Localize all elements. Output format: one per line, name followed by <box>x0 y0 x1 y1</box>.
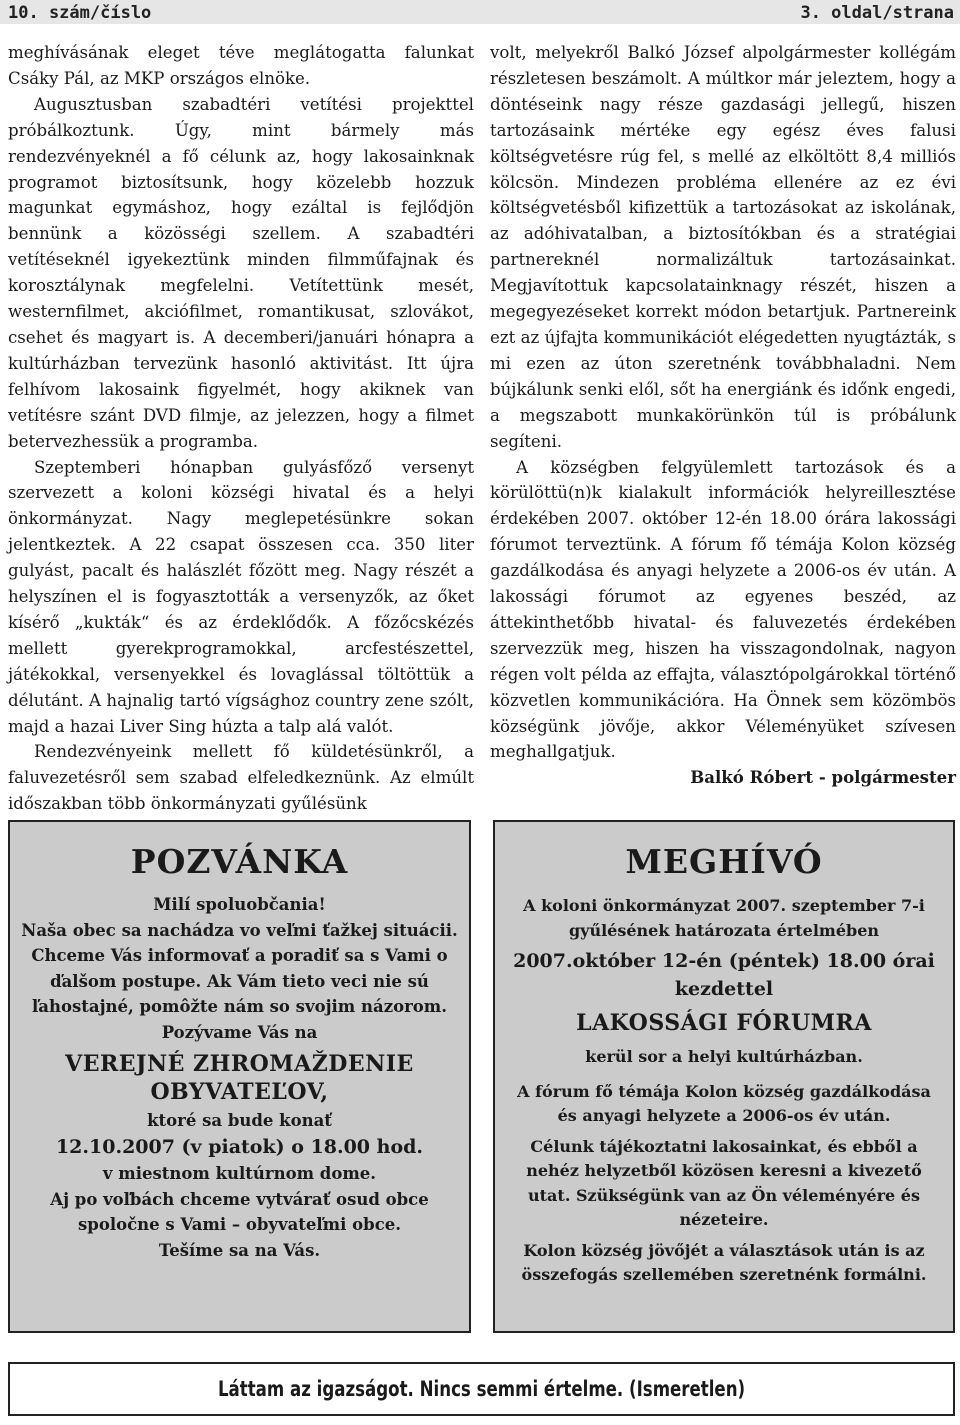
pozvanka-date: 12.10.2007 (v piatok) o 18.00 hod. <box>55 1136 424 1159</box>
pozvanka-text: ktoré sa bude konať <box>147 1110 332 1130</box>
pozvanka-text: Aj po voľbách chceme vytvárať osud obce spoločne s Vami – obyvateľmi obce. <box>50 1189 429 1235</box>
quote-banner <box>8 1362 955 1416</box>
pozvanka-text: v miestnom kultúrnom dome. <box>102 1164 377 1184</box>
paragraph: volt, melyekről Balkó József alpolgármester kollégám részletesen beszámolt. A múltkor már jeleztem, hogy a döntéseink nagy része gazdasági jellegű, hiszen tartozásaink mértéke egy egész éves falusi költségvetésre rúg fel, s mellé az elköltött 8,4 milliós kölcsön. Mindezen probléma ellenére az ez évi költségvetésből kifizettük a tartozásokat az iskolának, az adóhivatalban, a biztosítókban és a stratégiai partnereknél normalizáltuk tartozásainkat. Megjavítottuk kapcsolatainknagy részét, hiszen a megegyezéseket korrekt módon betartjuk. Partnereink ezt az újfajta kommunikációt elégedetten nyugtázták, s mi ezen az úton szeretnénk továbbhaladni. Nem bújkálunk senki elől, sőt ha energiánk és időnk engedi, a megszabott munkakörünkön túl is próbálunk segíteni. <box>490 43 956 451</box>
pozvanka-box <box>8 820 471 1333</box>
pozvanka-title: POZVÁNKA <box>130 842 349 881</box>
pozvanka-text: Naša obec sa nachádza vo veľmi ťažkej situácii. Chceme Vás informovať a poradiť sa s Vami o ďalšom postupe. Ak Vám tieto veci nie sú ľahostajné, pomôžte nám so svojim názorom. <box>21 920 458 1017</box>
meghivo-text: Célunk tájékoztatni lakosainkat, és ebből a nehéz helyzetből közösen keresni a kivezető utat. Szükségünk van az Ön véleményére és nézeteire. <box>526 1136 922 1229</box>
page-header <box>0 0 960 24</box>
meghivo-title: MEGHÍVÓ <box>625 842 823 881</box>
meghivo-text: kerül sor a helyi kultúrházban. <box>585 1047 863 1066</box>
meghivo-text: A koloni önkormányzat 2007. szeptember 7-i gyűlésének határozata értelmében <box>523 896 925 940</box>
meghivo-event: LAKOSSÁGI FÓRUMRA <box>576 1010 872 1036</box>
meghivo-box <box>493 820 955 1333</box>
paragraph: Rendezvényeink mellett fő küldetésünkről, a faluvezetésről sem szabad elfeledkeznünk. Az elmúlt időszakban több önkormányzati gyűlésünk <box>8 742 474 814</box>
signature: Balkó Róbert - polgármester <box>690 767 956 788</box>
pozvanka-greeting: Milí spoluobčania! <box>153 895 326 914</box>
issue-number: 10. szám/číslo <box>8 3 152 23</box>
meghivo-text: A fórum fő témája Kolon község gazdálkodása és anyagi helyzete a 2006-os év után. <box>517 1081 931 1125</box>
paragraph: Augusztusban szabadtéri vetítési projekttel próbálkoztunk. Úgy, mint bármely más rendezvényeknél a fő célunk az, hogy lakosainknak programot biztosítsunk, hogy közelebb hozzuk magunkat egymáshoz, hogy ezáltal is fejlődjön bennünk a közösségi szellem. A szabadtéri vetítéseknél igyekeztünk minden filmműfajnak és korosztálynak megfelelni. Vetítettünk mesét, westernfilmet, akciófilmet, romantikusat, szlovákot, csehet és magyart is. A decemberi/januári hónapra a kultúrházban tervezünk hasonló aktivitást. Itt újra felhívom lakosaink figyelmét, hogy akiknek van vetítésre szánt DVD filmje, az jelezzen, hogy a filmet betervezhessük a programba. <box>8 94 474 451</box>
quote-text: Láttam az igazságot. Nincs semmi értelme. (Ismeretlen) <box>217 1377 746 1401</box>
paragraph: meghívásának eleget téve meglátogatta falunkat Csáky Pál, az MKP országos elnöke. <box>8 43 474 88</box>
pozvanka-event: VEREJNÉ ZHROMAŽDENIE OBYVATEĽOV, <box>65 1050 414 1105</box>
article-column-left <box>8 40 474 817</box>
page-number: 3. oldal/strana <box>800 3 954 23</box>
meghivo-text: Kolon község jövőjét a választások után is az összefogás szellemében szeretnénk formálni. <box>521 1240 927 1284</box>
paragraph: A községben felgyülemlett tartozások és a körülöttü(n)k kialakult információk helyreillesztése érdekében 2007. október 12-én 18.00 órára lakossági fórumot terveztünk. A fórum fő témája Kolon község gazdálkodása és anyagi helyzete a 2006-os év után. A lakossági fórumot az egyenes beszéd, az áttekinthetőbb hivatal- és faluvezetés érdekében szervezzük meg, hiszen ha visszagondolnak, nagyon régen volt példa az effajta, választópolgárokkal történő közvetlen kommunikációra. Ha Önnek sem közömbös községünk jövője, akkor Véleményüket szívesen meghallgatjuk. <box>490 457 956 762</box>
paragraph: Szeptemberi hónapban gulyásfőző versenyt szervezett a koloni községi hivatal és a helyi önkormányzat. Nagy meglepetésünkre sokan jelentkeztek. A 22 csapat összesen cca. 350 liter gulyást, pacalt és halászlét főzött meg. Nagy részét a helyszínen el is fogyasztották a versenyzők, az őket kísérő „kukták“ és az érdeklődők. A főzőcskézés mellett gyerekprogramokkal, arcfestészettel, játékokkal, versenyekkel és lovaglással töltöttük a délutánt. A hajnalig tartó vígsághoz country zene szólt, majd a hazai Liver Sing húzta a talp alá valót. <box>8 457 474 736</box>
meghivo-date: 2007.október 12-én (péntek) 18.00 órai kezdettel <box>513 950 935 1000</box>
pozvanka-text: Pozývame Vás na <box>161 1022 318 1042</box>
article-column-right <box>490 40 956 791</box>
pozvanka-text: Tešíme sa na Vás. <box>158 1240 321 1260</box>
